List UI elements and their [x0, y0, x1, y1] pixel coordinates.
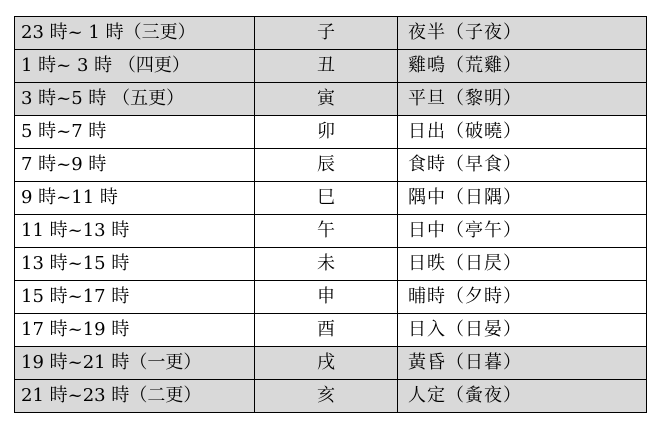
time-range-cell: 17 時~19 時	[15, 314, 255, 347]
table-row	[15, 83, 647, 116]
table-row	[15, 50, 647, 83]
time-range-cell: 23 時~ 1 時（三更）	[15, 17, 255, 50]
earthly-branch-cell: 戌	[255, 347, 398, 380]
earthly-branch-cell: 申	[255, 281, 398, 314]
earthly-branch-cell: 酉	[255, 314, 398, 347]
earthly-branch-cell: 辰	[255, 149, 398, 182]
period-name-cell: 晡時（夕時）	[398, 281, 647, 314]
time-range-cell: 5 時~7 時	[15, 116, 255, 149]
period-name-cell: 日中（亭午）	[398, 215, 647, 248]
earthly-branch-cell: 卯	[255, 116, 398, 149]
period-name-cell: 平旦（黎明）	[398, 83, 647, 116]
period-name-cell: 黃昏（日暮）	[398, 347, 647, 380]
period-name-cell: 日昳（日昃）	[398, 248, 647, 281]
table-row	[15, 347, 647, 380]
earthly-branch-cell: 丑	[255, 50, 398, 83]
time-periods-table-container	[14, 16, 647, 413]
table-row	[15, 281, 647, 314]
table-row	[15, 116, 647, 149]
table-row	[15, 182, 647, 215]
time-range-cell: 7 時~9 時	[15, 149, 255, 182]
time-range-cell: 11 時~13 時	[15, 215, 255, 248]
earthly-branch-cell: 亥	[255, 380, 398, 413]
time-range-cell: 13 時~15 時	[15, 248, 255, 281]
time-range-cell: 9 時~11 時	[15, 182, 255, 215]
earthly-branch-cell: 子	[255, 17, 398, 50]
table-row	[15, 215, 647, 248]
period-name-cell: 雞鳴（荒雞）	[398, 50, 647, 83]
period-name-cell: 日入（日晏）	[398, 314, 647, 347]
earthly-branch-cell: 未	[255, 248, 398, 281]
period-name-cell: 隅中（日隅）	[398, 182, 647, 215]
time-range-cell: 21 時~23 時（二更）	[15, 380, 255, 413]
table-row	[15, 380, 647, 413]
time-range-cell: 19 時~21 時（一更）	[15, 347, 255, 380]
time-range-cell: 3 時~5 時 （五更）	[15, 83, 255, 116]
table-row	[15, 149, 647, 182]
period-name-cell: 夜半（子夜）	[398, 17, 647, 50]
table-row	[15, 314, 647, 347]
earthly-branch-cell: 午	[255, 215, 398, 248]
time-range-cell: 15 時~17 時	[15, 281, 255, 314]
earthly-branch-cell: 寅	[255, 83, 398, 116]
period-name-cell: 人定（夤夜）	[398, 380, 647, 413]
table-row	[15, 17, 647, 50]
period-name-cell: 日出（破曉）	[398, 116, 647, 149]
time-range-cell: 1 時~ 3 時 （四更）	[15, 50, 255, 83]
time-periods-table	[14, 16, 647, 413]
table-row	[15, 248, 647, 281]
period-name-cell: 食時（早食）	[398, 149, 647, 182]
earthly-branch-cell: 巳	[255, 182, 398, 215]
